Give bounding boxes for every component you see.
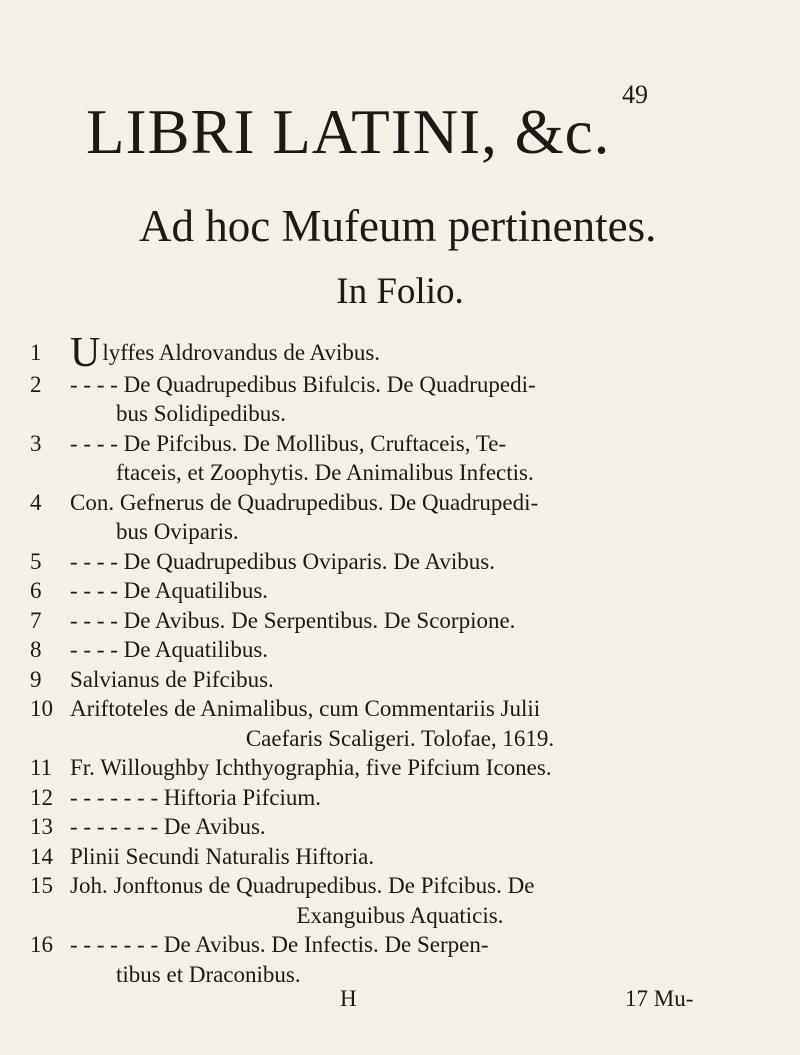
entry-text-continued: bus Solidipedibus. — [116, 401, 286, 426]
entry-text: Plinii Secundi Naturalis Hiftoria. — [70, 843, 375, 869]
entry-number: 11 — [30, 755, 53, 780]
entry-number: 15 — [30, 873, 53, 898]
list-item — [30, 635, 790, 665]
entry-text: - - - - De Quadrupedibus Oviparis. De Avibus. — [70, 548, 495, 574]
list-item — [30, 370, 790, 429]
list-item — [30, 665, 790, 695]
list-item — [30, 576, 790, 606]
entry-number: 14 — [30, 843, 53, 869]
entry-number: 16 — [30, 932, 53, 957]
entry-number: 1 — [30, 340, 42, 365]
entry-number: 3 — [30, 430, 42, 456]
signature-mark: H — [340, 986, 357, 1011]
entry-text: - - - - De Aquatilibus. — [70, 578, 269, 603]
entry-text-continued: Caefaris Scaligeri. Tolofae, 1619. — [245, 725, 555, 751]
entry-text: - - - - - - - De Avibus. De Infectis. De Serpen- — [70, 932, 489, 957]
list-item — [30, 606, 790, 636]
list-item — [30, 488, 790, 547]
entry-text: Fr. Willoughby Ichthyographia, five Pifcium Icones. — [70, 755, 552, 780]
entry-text: lyffes Aldrovandus de Avibus. — [102, 340, 381, 365]
entry-number: 13 — [30, 814, 53, 839]
entry-number: 12 — [30, 784, 53, 810]
list-item — [30, 783, 790, 813]
list-item — [30, 871, 790, 930]
entry-text-continued: bus Oviparis. — [116, 519, 239, 544]
book-list — [30, 330, 790, 989]
entry-text-continued: tibus et Draconibus. — [116, 961, 301, 987]
list-item — [30, 753, 790, 783]
entry-text: - - - - De Aquatilibus. — [70, 637, 269, 662]
format-heading: In Folio. — [336, 271, 464, 312]
entry-text: - - - - De Avibus. De Serpentibus. De Scorpione. — [70, 607, 516, 633]
entry-number: 8 — [30, 637, 42, 662]
catchword: 17 Mu- — [625, 986, 694, 1011]
entry-text-continued: Exanguibus Aquaticis. — [296, 902, 504, 928]
entry-number: 10 — [30, 696, 53, 721]
list-item — [30, 812, 790, 842]
list-item — [30, 694, 790, 753]
entry-text: - - - - De Pifcibus. De Mollibus, Cruftaceis, Te- — [70, 430, 507, 456]
entry-number: 6 — [30, 578, 42, 603]
page-subtitle: Ad hoc Mufeum pertinentes. — [139, 201, 657, 251]
entry-number: 2 — [30, 371, 42, 397]
entry-text: Joh. Jonftonus de Quadrupedibus. De Pifcibus. De — [70, 873, 535, 898]
entry-text: - - - - De Quadrupedibus Bifulcis. De Quadrupedi- — [70, 371, 536, 397]
page-number: 49 — [622, 80, 648, 109]
list-item — [30, 842, 790, 872]
entry-text: Salvianus de Pifcibus. — [70, 666, 274, 692]
initial-letter: U — [70, 330, 101, 376]
list-item — [30, 429, 790, 488]
entry-text: - - - - - - - De Avibus. — [70, 814, 266, 839]
entry-number: 9 — [30, 666, 42, 692]
entry-text: Con. Gefnerus de Quadrupedibus. De Quadrupedi- — [70, 489, 539, 515]
entry-text: Ariftoteles de Animalibus, cum Commentariis Julii — [70, 696, 541, 721]
entry-number: 5 — [30, 548, 42, 574]
page-title: LIBRI LATINI, &c. — [86, 97, 611, 167]
list-item — [30, 930, 790, 989]
list-item — [30, 330, 790, 376]
entry-number: 4 — [30, 489, 42, 515]
entry-number: 7 — [30, 607, 42, 633]
entry-text-continued: ftaceis, et Zoophytis. De Animalibus Infectis. — [116, 460, 534, 485]
list-item — [30, 547, 790, 577]
entry-text: - - - - - - - Hiftoria Pifcium. — [70, 784, 322, 810]
